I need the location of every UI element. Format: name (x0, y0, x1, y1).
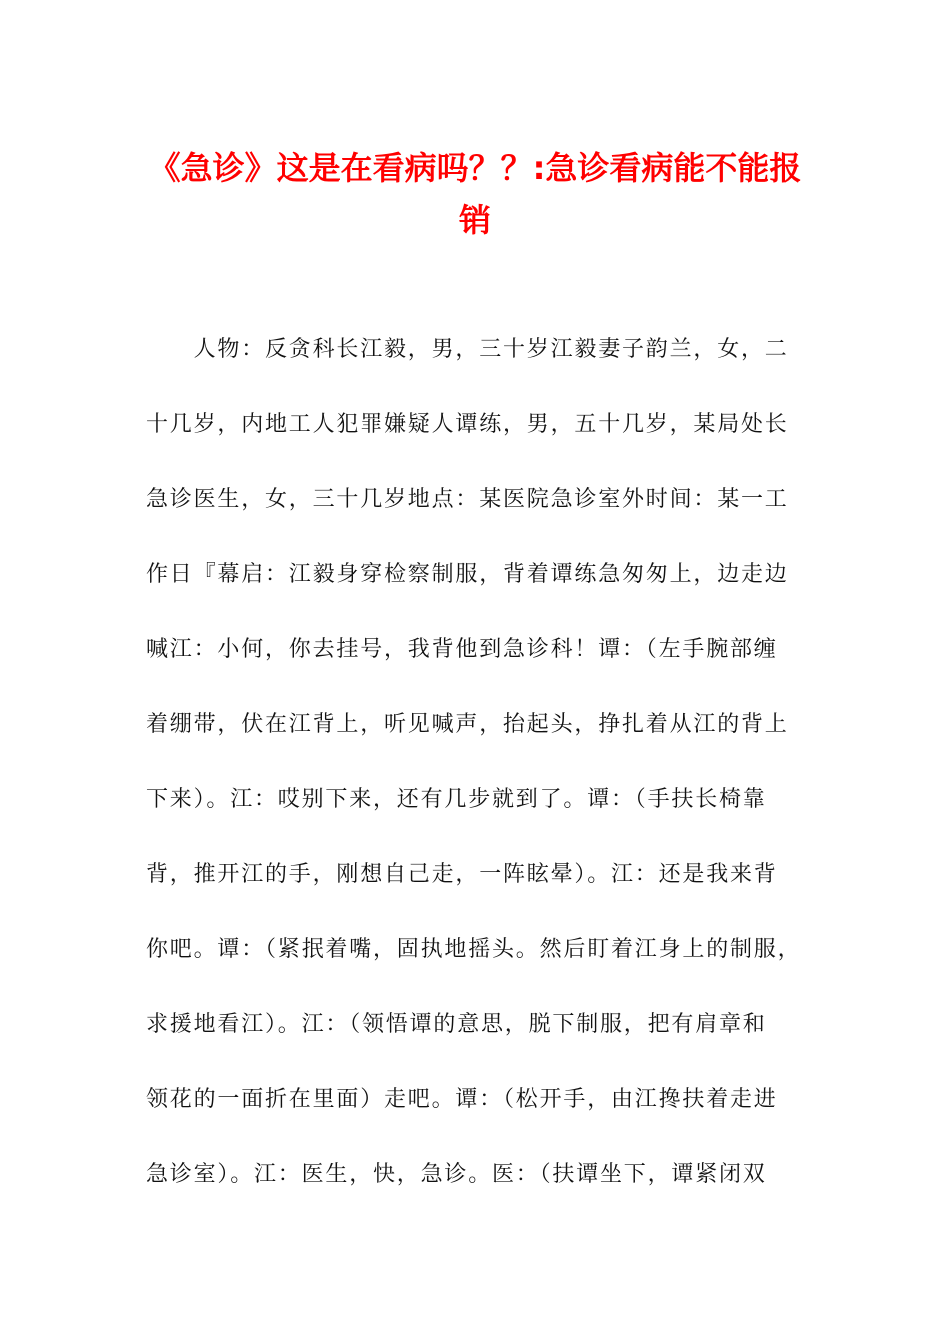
body-line: 急诊室）。江：医生，快，急诊。医：（扶谭坐下，谭紧闭双 (146, 1162, 767, 1187)
body-line: 背，推开江的手，刚想自己走，一阵眩晕）。江：还是我来背 (146, 862, 778, 887)
document-body (146, 330, 806, 1230)
body-line: 着绷带，伏在江背上，听见喊声，抬起头，挣扎着从江的背上 (146, 712, 789, 737)
body-line: 喊江：小何，你去挂号，我背他到急诊科！谭：（左手腕部缠 (146, 637, 778, 662)
document-title: 《急诊》这是在看病吗？？:急诊看病能不能报销 (148, 149, 802, 239)
body-line: 人物：反贪科长江毅，男，三十岁江毅妻子韵兰，女，二 (146, 337, 789, 362)
body-line: 求援地看江）。江：（领悟谭的意思，脱下制服，把有肩章和 (146, 1012, 767, 1037)
body-line: 十几岁，内地工人犯罪嫌疑人谭练，男，五十几岁，某局处长 (146, 412, 789, 437)
body-line: 下来）。江：哎别下来，还有几步就到了。谭：（手扶长椅靠 (146, 787, 767, 812)
body-line: 急诊医生，女，三十几岁地点：某医院急诊室外时间：某一工 (146, 487, 789, 512)
body-line: 作日『幕启：江毅身穿检察制服，背着谭练急匆匆上，边走边 (146, 562, 789, 587)
body-line: 领花的一面折在里面）走吧。谭：（松开手，由江搀扶着走进 (146, 1087, 778, 1112)
body-line: 你吧。谭：（紧抿着嘴，固执地摇头。然后盯着江身上的制服， (146, 937, 802, 962)
